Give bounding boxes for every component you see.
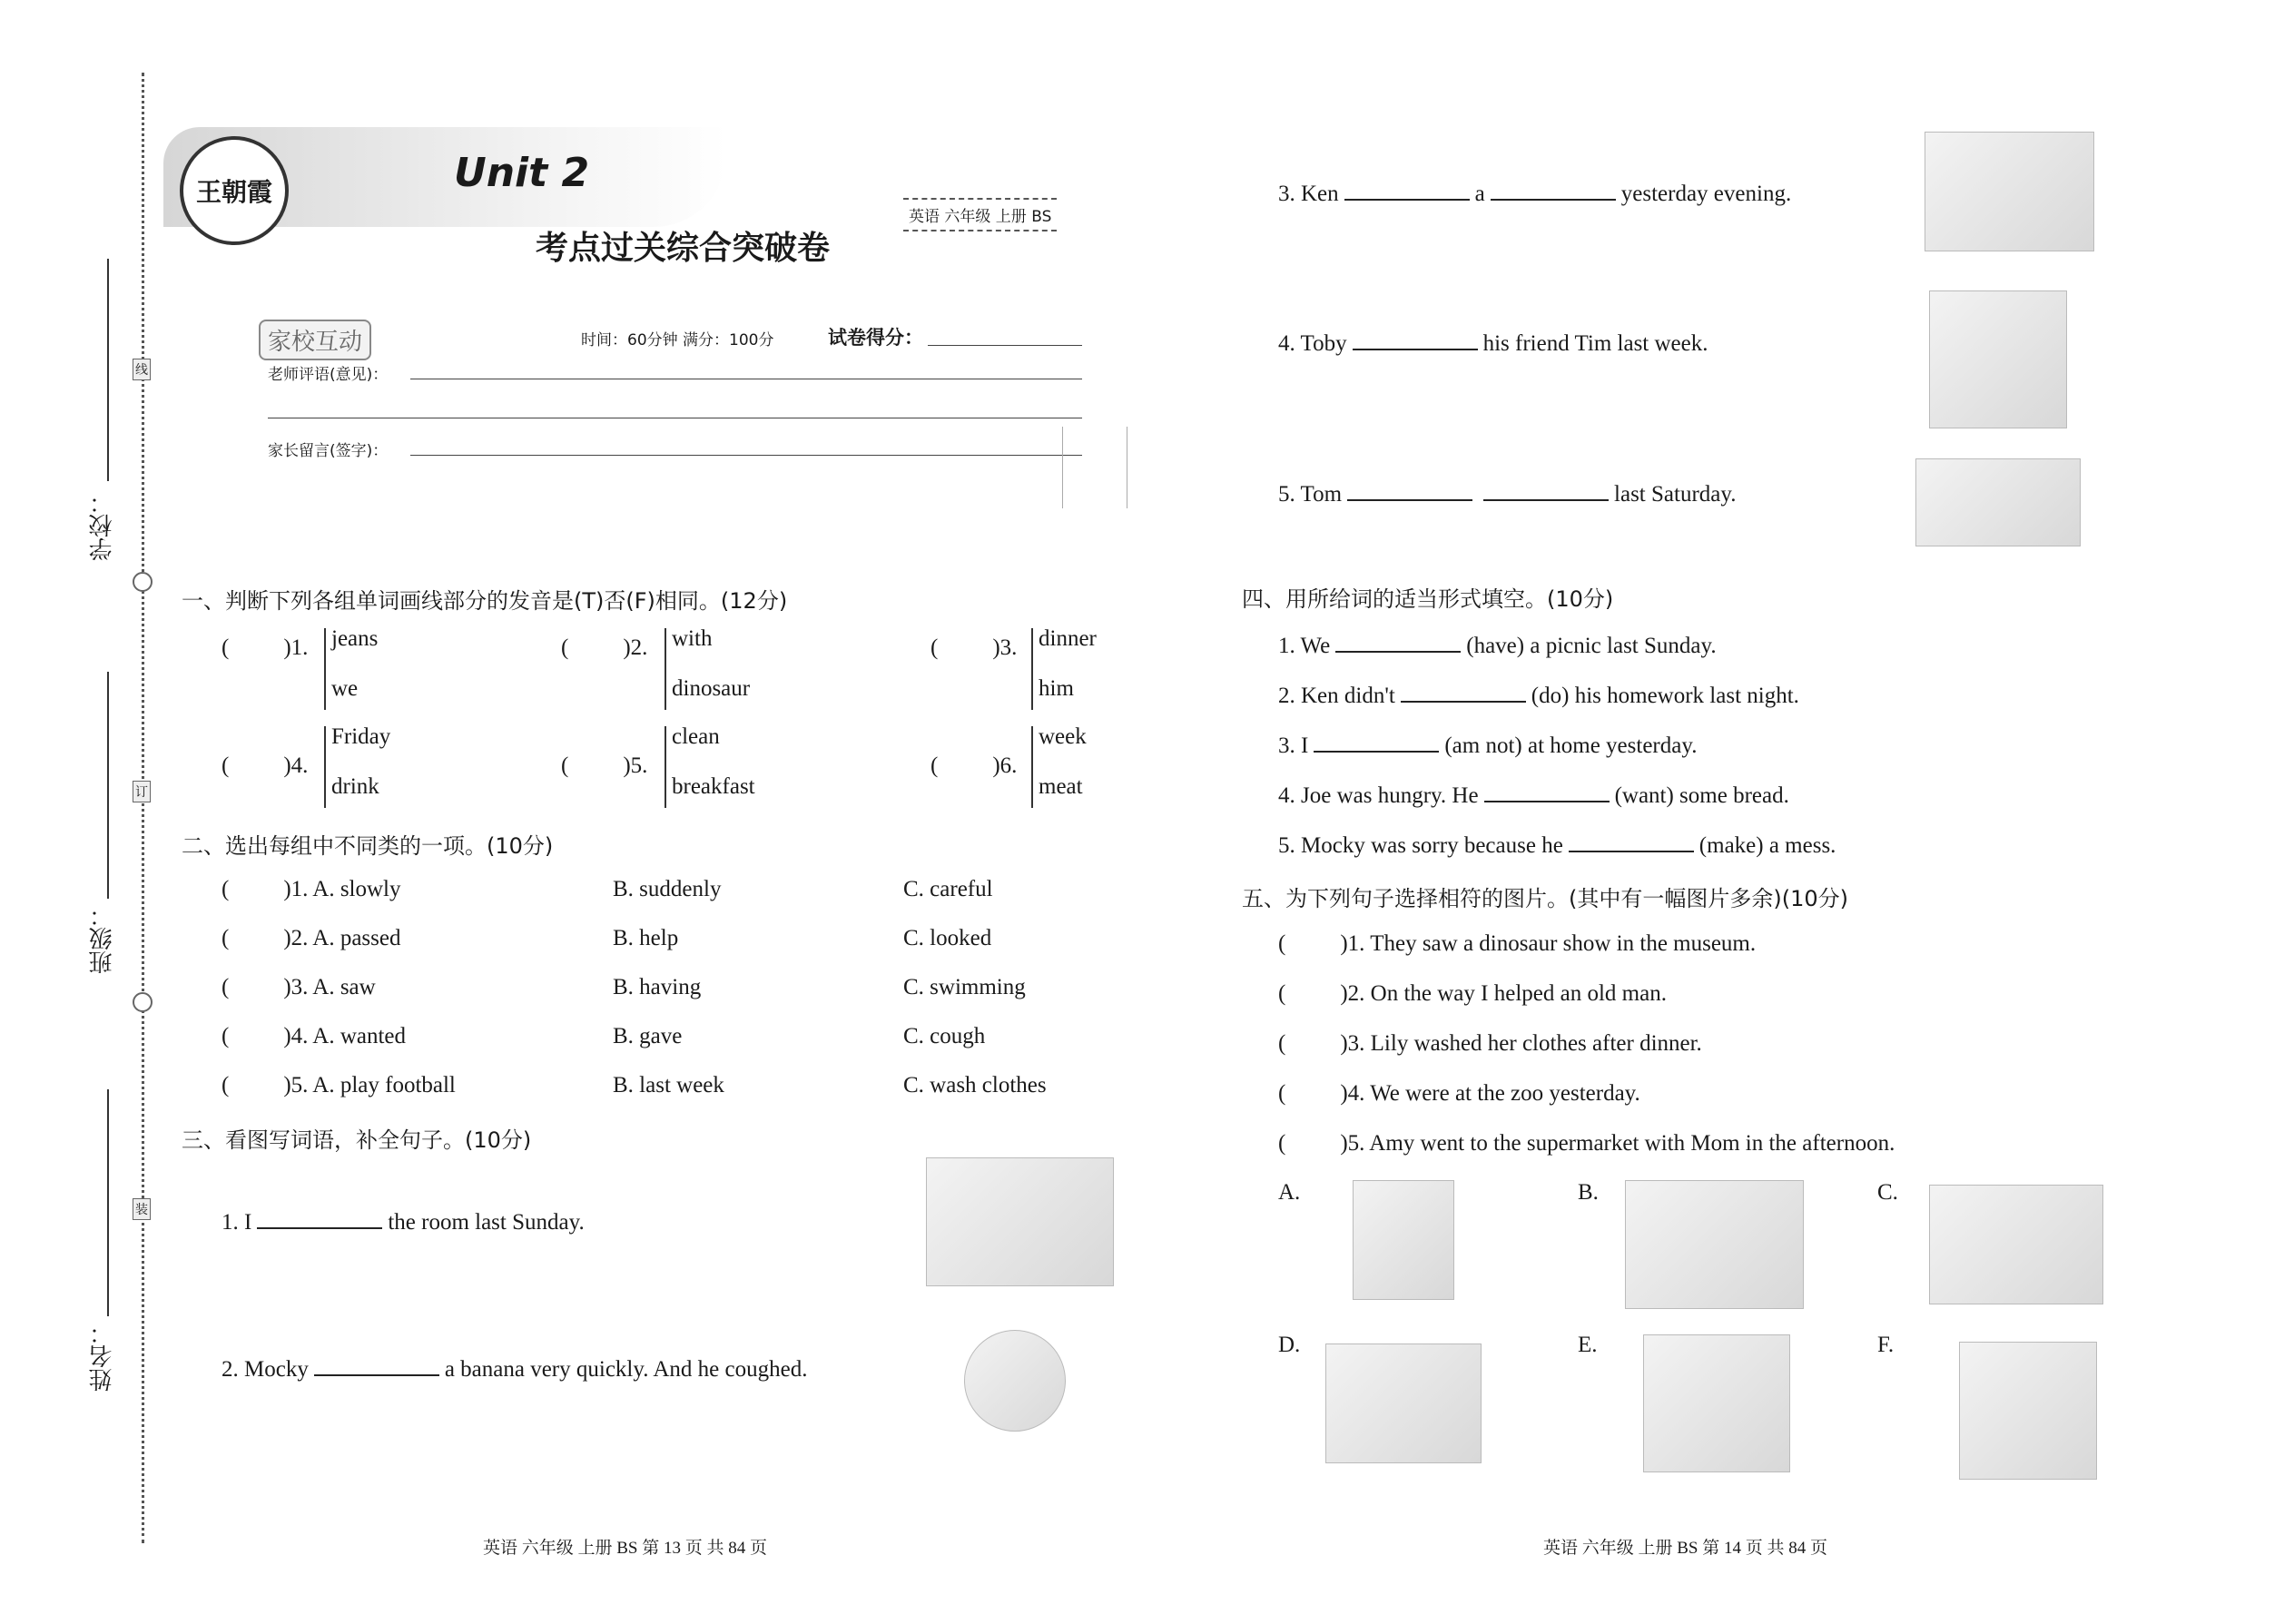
score-field[interactable] — [928, 327, 1082, 346]
s4-item-2 — [1278, 681, 1799, 709]
binding-dot-2 — [133, 992, 153, 1012]
s1-num: )6. — [992, 753, 1018, 778]
answer-blank[interactable] — [1483, 479, 1609, 501]
s1-word-a-1: jeans — [331, 626, 379, 651]
s5-item-1 — [1278, 931, 1756, 957]
answer-blank[interactable] — [1401, 681, 1526, 703]
s4-post: (have) a picnic last Sunday. — [1466, 634, 1717, 658]
paren: ( — [1278, 1031, 1286, 1056]
s1-word-a-6: week — [1039, 724, 1087, 749]
s1-item-6 — [930, 753, 1017, 779]
name-label: 姓名： — [89, 1321, 116, 1392]
s3-q1-post: the room last Sunday. — [388, 1210, 585, 1235]
answer-blank[interactable] — [1344, 179, 1470, 201]
s3-q3-post: yesterday evening. — [1620, 182, 1792, 206]
paren: ( — [561, 753, 569, 778]
s1-item-4 — [222, 753, 308, 779]
s2-opt-a: )4. A. wanted — [283, 1024, 407, 1048]
option-a-label: A. — [1278, 1180, 1301, 1205]
s2-opt-a: )2. A. passed — [283, 926, 401, 950]
s5-item-5 — [1278, 1131, 1895, 1156]
school-field-line[interactable] — [107, 259, 111, 481]
paren: ( — [1278, 1081, 1286, 1106]
picture-option-e-desk[interactable] — [1643, 1334, 1790, 1472]
binding-line — [142, 73, 144, 1543]
answer-blank[interactable] — [1491, 179, 1616, 201]
s4-item-5 — [1278, 831, 1836, 859]
s2-row-4 — [222, 1024, 406, 1049]
paren: ( — [1278, 1131, 1286, 1156]
s2-opt-b-4: B. gave — [613, 1024, 683, 1048]
s2-opt-b-3: B. having — [613, 975, 702, 999]
s1-item-1 — [222, 635, 308, 661]
parent-note-line[interactable] — [410, 437, 1082, 456]
s1-word-b-6: meat — [1039, 774, 1083, 799]
s5-item-3 — [1278, 1031, 1702, 1057]
parent-note-label: 家长留言(签字)： — [268, 442, 389, 460]
s1-word-b-3: him — [1039, 676, 1074, 701]
s2-opt-c-3: C. swimming — [903, 975, 1026, 999]
s5-text: )1. They saw a dinosaur show in the museum. — [1340, 931, 1757, 956]
option-b-label: B. — [1578, 1180, 1599, 1205]
s3-q2 — [222, 1354, 807, 1383]
s5-text: )3. Lily washed her clothes after dinner. — [1340, 1031, 1702, 1056]
exam-subtitle: 考点过关综合突破卷 — [536, 229, 831, 267]
s2-row-1 — [222, 877, 401, 902]
s4-post: (do) his homework last night. — [1531, 684, 1799, 708]
s3-q1-pre: 1. I — [222, 1210, 252, 1235]
paren: ( — [222, 877, 230, 901]
paren: ( — [222, 753, 230, 778]
picture-swimming — [1915, 458, 2081, 546]
paren: ( — [561, 635, 569, 660]
picture-watching-film — [1925, 132, 2094, 251]
paren: ( — [1278, 931, 1286, 956]
s1-brace-1 — [324, 628, 326, 710]
answer-blank[interactable] — [1335, 631, 1461, 653]
s1-num: )4. — [283, 753, 309, 778]
class-field-line[interactable] — [107, 672, 111, 899]
paren: ( — [222, 1024, 230, 1048]
s1-brace-2 — [665, 628, 666, 710]
teacher-comment-line-1[interactable] — [410, 360, 1082, 379]
s2-opt-c-4: C. cough — [903, 1024, 986, 1048]
decor-grid — [1062, 427, 1127, 508]
s2-opt-c-5: C. wash clothes — [903, 1073, 1047, 1097]
s3-q3-pre: 3. Ken — [1278, 182, 1339, 206]
paren: ( — [222, 926, 230, 950]
s1-brace-3 — [1031, 628, 1033, 710]
s1-word-b-1: we — [331, 676, 359, 701]
answer-blank[interactable] — [314, 1354, 439, 1376]
paren: ( — [930, 753, 939, 778]
s5-text: )5. Amy went to the supermarket with Mom in the afternoon. — [1340, 1131, 1895, 1156]
footer-right: 英语 六年级 上册 BS 第 14 页 共 84 页 — [1543, 1539, 1827, 1558]
picture-option-a-washing[interactable] — [1353, 1180, 1454, 1300]
s4-pre: 2. Ken didn't — [1278, 684, 1395, 708]
s3-q3-mid: a — [1474, 182, 1485, 206]
s1-brace-5 — [665, 726, 666, 808]
s1-item-3 — [930, 635, 1017, 661]
s4-pre: 4. Joe was hungry. He — [1278, 783, 1479, 808]
section2-title: 二、选出每组中不同类的一项。(10分) — [182, 833, 554, 859]
option-f-label: F. — [1877, 1333, 1895, 1357]
s2-opt-a: )1. A. slowly — [283, 877, 401, 901]
class-label: 班级： — [89, 903, 116, 974]
paren: ( — [1278, 981, 1286, 1006]
section3-title: 三、看图写词语，补全句子。(10分) — [182, 1127, 532, 1153]
s5-item-4 — [1278, 1081, 1640, 1107]
score-label: 试卷得分： — [828, 327, 923, 349]
s4-pre: 5. Mocky was sorry because he — [1278, 833, 1563, 858]
s2-row-5 — [222, 1073, 456, 1098]
picture-option-c-dinosaur[interactable] — [1929, 1185, 2103, 1304]
subject-tag: 英语 六年级 上册 BS — [903, 198, 1057, 231]
paren: ( — [222, 1073, 230, 1097]
s1-num: )1. — [283, 635, 309, 660]
s2-opt-b-1: B. suddenly — [613, 877, 722, 901]
teacher-comment-label: 老师评语(意见)： — [268, 366, 389, 384]
school-label: 学校： — [89, 490, 116, 561]
logo-emblem — [180, 136, 289, 245]
s3-q3 — [1278, 179, 1791, 207]
s1-num: )5. — [623, 753, 648, 778]
s1-word-b-2: dinosaur — [672, 676, 751, 701]
s5-item-2 — [1278, 981, 1667, 1007]
paren: ( — [930, 635, 939, 660]
bind-mark-bind: 装 — [133, 1198, 151, 1220]
s4-pre: 1. We — [1278, 634, 1331, 658]
picture-girl-cleaning — [926, 1157, 1114, 1286]
answer-blank[interactable] — [1569, 831, 1694, 852]
s4-item-1 — [1278, 631, 1717, 659]
s3-q4-pre: 4. Toby — [1278, 331, 1347, 356]
s1-brace-6 — [1031, 726, 1033, 808]
option-c-label: C. — [1877, 1180, 1898, 1205]
s1-num: )3. — [992, 635, 1018, 660]
answer-blank[interactable] — [1484, 781, 1610, 802]
option-e-label: E. — [1578, 1333, 1598, 1357]
s2-opt-b-5: B. last week — [613, 1073, 724, 1097]
picture-visiting-friend — [1929, 290, 2067, 428]
s4-item-4 — [1278, 781, 1789, 809]
s1-word-b-5: breakfast — [672, 774, 755, 799]
s2-opt-a: )3. A. saw — [283, 975, 376, 999]
binding-dot-1 — [133, 572, 153, 592]
s1-item-2 — [561, 635, 647, 661]
s1-word-a-2: with — [672, 626, 713, 651]
s4-post: (am not) at home yesterday. — [1444, 733, 1698, 758]
bind-mark-order: 订 — [133, 781, 151, 802]
paren: ( — [222, 975, 230, 999]
footer-left: 英语 六年级 上册 BS 第 13 页 共 84 页 — [483, 1539, 767, 1558]
s2-opt-a: )5. A. play football — [283, 1073, 456, 1097]
s3-q1 — [222, 1207, 585, 1235]
s3-q4-post: his friend Tim last week. — [1482, 331, 1708, 356]
answer-blank[interactable] — [1314, 731, 1439, 753]
section1-title: 一、判断下列各组单词画线部分的发音是(T)否(F)相同。(12分) — [182, 588, 788, 614]
logo-text: 王朝霞 — [195, 177, 272, 207]
s3-q2-post: a banana very quickly. And he coughed. — [444, 1357, 808, 1382]
s2-row-3 — [222, 975, 376, 1000]
s4-pre: 3. I — [1278, 733, 1309, 758]
picture-option-d-supermarket[interactable] — [1325, 1343, 1482, 1463]
s1-word-a-3: dinner — [1039, 626, 1097, 651]
section5-title: 五、为下列句子选择相符的图片。(其中有一幅图片多余)(10分) — [1242, 886, 1848, 911]
picture-option-f-helping-old-man[interactable] — [1959, 1342, 2097, 1480]
time-info: 时间：60分钟 满分：100分 — [581, 331, 774, 349]
picture-monkey-coughing — [964, 1330, 1066, 1432]
s5-text: )2. On the way I helped an old man. — [1340, 981, 1667, 1006]
unit-title: Unit 2 — [454, 150, 590, 196]
answer-blank[interactable] — [1347, 479, 1472, 501]
s5-text: )4. We were at the zoo yesterday. — [1340, 1081, 1640, 1106]
home-school-label: 家校互动 — [259, 320, 371, 360]
option-d-label: D. — [1278, 1333, 1301, 1357]
paren: ( — [222, 635, 230, 660]
s3-q4 — [1278, 329, 1708, 357]
s2-opt-b-2: B. help — [613, 926, 679, 950]
s1-word-a-5: clean — [672, 724, 720, 749]
answer-blank[interactable] — [257, 1207, 382, 1229]
s3-q5 — [1278, 479, 1737, 507]
s4-post: (make) a mess. — [1698, 833, 1836, 858]
answer-blank[interactable] — [1353, 329, 1478, 350]
s3-q2-pre: 2. Mocky — [222, 1357, 309, 1382]
s1-item-5 — [561, 753, 647, 779]
s3-q5-pre: 5. Tom — [1278, 482, 1343, 507]
bind-mark-line: 线 — [133, 359, 151, 380]
s4-item-3 — [1278, 731, 1697, 759]
s2-opt-c-1: C. careful — [903, 877, 993, 901]
s2-row-2 — [222, 926, 400, 951]
s1-word-a-4: Friday — [331, 724, 391, 749]
name-field-line[interactable] — [107, 1089, 111, 1316]
s1-word-b-4: drink — [331, 774, 379, 799]
s2-opt-c-2: C. looked — [903, 926, 992, 950]
s1-num: )2. — [623, 635, 648, 660]
section4-title: 四、用所给词的适当形式填空。(10分) — [1242, 586, 1614, 612]
s1-brace-4 — [324, 726, 326, 808]
teacher-comment-line-2[interactable] — [268, 399, 1082, 418]
s4-post: (want) some bread. — [1614, 783, 1789, 808]
s3-q5-post: last Saturday. — [1614, 482, 1737, 507]
picture-option-b-zoo[interactable] — [1625, 1180, 1804, 1309]
